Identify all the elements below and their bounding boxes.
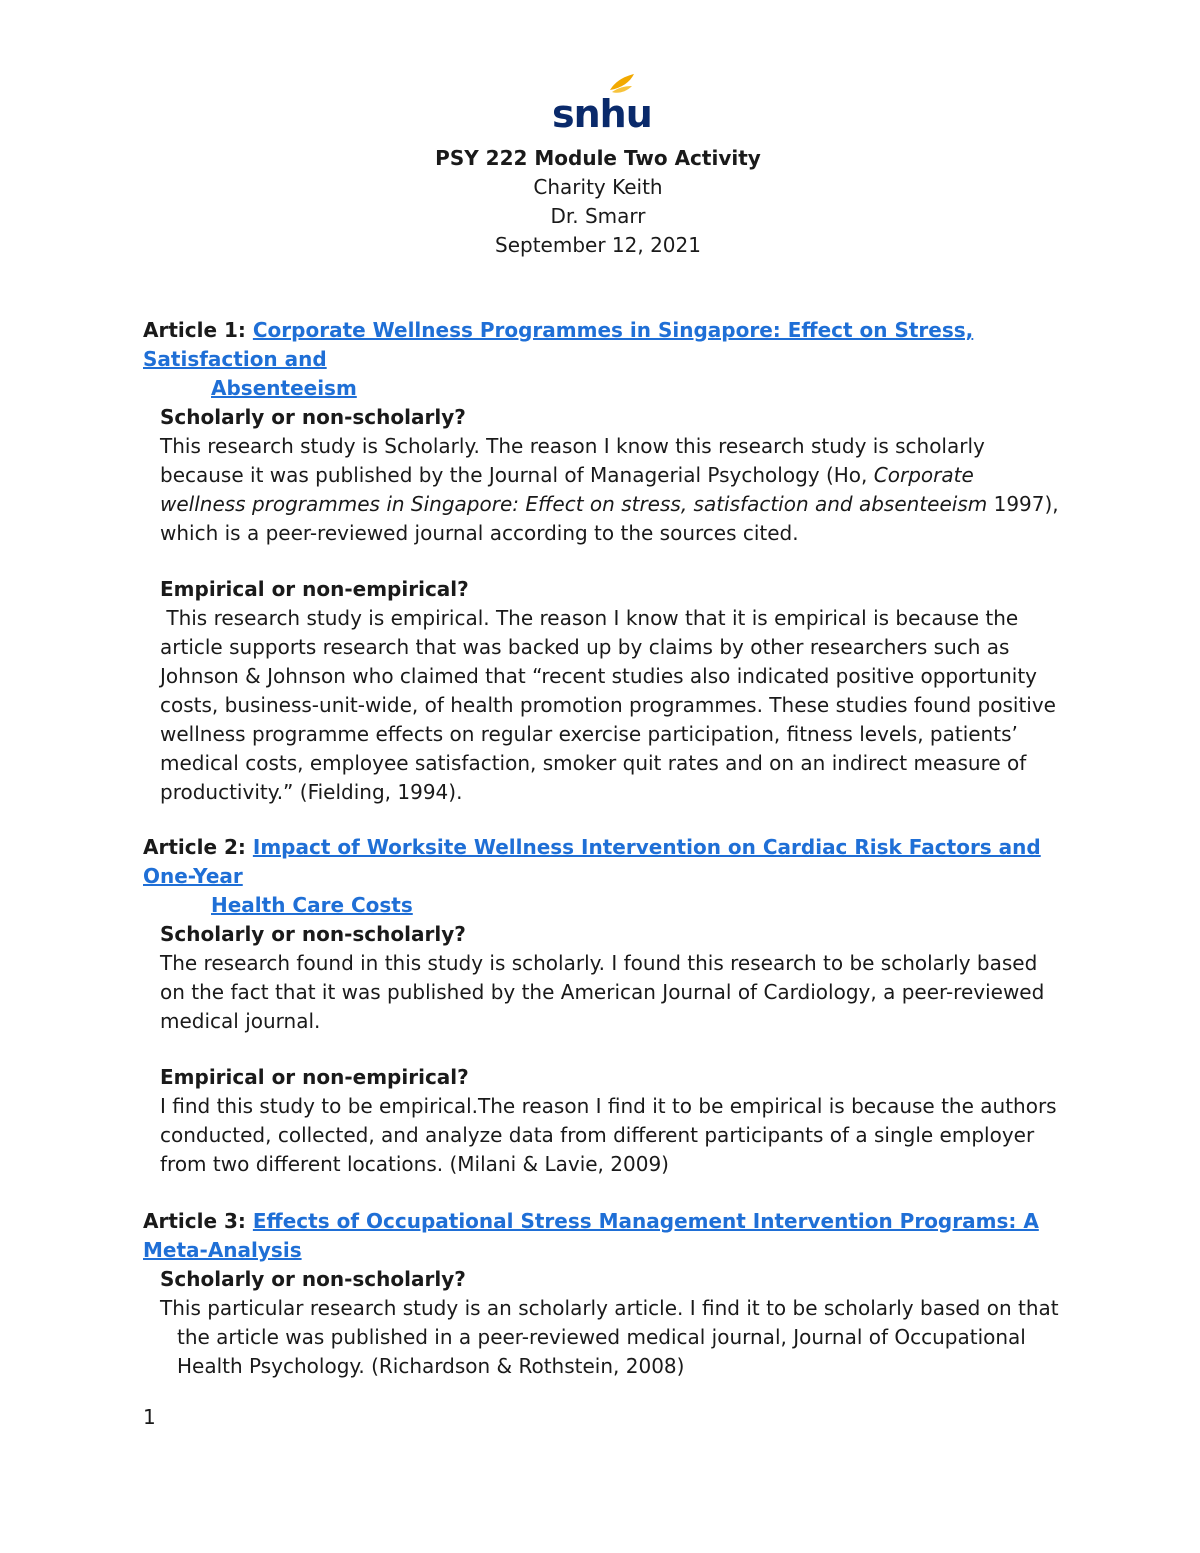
page-number: 1 [143,1405,156,1429]
article-1-heading [143,316,1043,403]
article-3-heading [143,1207,1103,1265]
article-1-link[interactable] [143,318,1043,403]
article-3-link-text: Effects of Occupational Stress Management Intervention Programs: A Meta-Analysis [143,1209,1039,1262]
article-2-scholarly-answer: The research found in this study is scholarly. I found this research to be scholarly based on the fact that it was published by the American Journal of Cardiology, a peer-reviewed medical journal. [160,951,1045,1033]
article-2-scholarly-question: Scholarly or non-scholarly? [160,922,466,946]
article-1-scholarly-question: Scholarly or non-scholarly? [160,405,466,429]
article-3-label: Article 3: [143,1209,253,1233]
article-2-link-line2: Health Care Costs [211,893,413,917]
document-date: September 12, 2021 [495,233,701,257]
article-2-link-line1: Impact of Worksite Wellness Intervention on Cardiac Risk Factors and One-Year [143,835,1041,888]
article-1-link-line2: Absenteeism [211,376,357,400]
article-2-label: Article 2: [143,835,253,859]
article-1-link-line1: Corporate Wellness Programmes in Singapore: Effect on Stress, Satisfaction and [143,318,974,371]
document-title: PSY 222 Module Two Activity [435,146,761,170]
article-1-scholarly-answer-post: 1997), which is a peer-reviewed journal according to the sources cited. [160,492,1059,545]
article-3-scholarly-answer: This particular research study is an scholarly article. I find it to be scholarly based on that the article was published in a peer-reviewed medical journal, Journal of Occupational Health Psychology. (Richardson & Rothstein, 2008) [160,1296,1059,1378]
article-1-scholarly-section [160,403,1060,548]
article-2-scholarly-section [160,920,1060,1036]
article-2-link[interactable] [143,835,1043,920]
article-1-scholarly-answer-title: Corporate wellness programmes in Singapore: Effect on stress, satisfaction and absenteeism [160,463,988,516]
instructor-name: Dr. Smarr [550,204,646,228]
article-1-empirical-section [160,575,1063,807]
article-1-label: Article 1: [143,318,253,342]
author-name: Charity Keith [533,175,663,199]
snhu-logo [548,72,652,136]
article-1-empirical-question: Empirical or non-empirical? [160,577,469,601]
article-3-scholarly-question: Scholarly or non-scholarly? [160,1267,466,1291]
logo-text: snhu [552,92,652,136]
article-1-scholarly-answer-pre: This research study is Scholarly. The reason I know this research study is scholarly because it was published by the Journal of Managerial Psychology (Ho, [160,434,985,487]
article-1-empirical-answer: This research study is empirical. The reason I know that it is empirical is because the article supports research that was backed up by claims by other researchers such as Johnson & Johnson who claimed that “recent studies also indicated positive opportunity costs, business-unit-wide, of health promotion programmes. These studies found positive wellness programme effects on regular exercise participation, fitness levels, patients’ medical costs, employee satisfaction, smoker quit rates and on an indirect measure of productivity.” (Fielding, 1994). [160,606,1063,804]
article-2-heading [143,833,1043,920]
document-header [0,144,1196,260]
article-2-empirical-question: Empirical or non-empirical? [160,1065,469,1089]
article-3-scholarly-section [160,1265,1060,1381]
article-1-scholarly-answer [160,432,1060,548]
article-2-empirical-answer: I find this study to be empirical.The reason I find it to be empirical is because the authors conducted, collected, and analyze data from different participants of a single employer from two different locations. (Milani & Lavie, 2009) [160,1094,1057,1176]
article-3-link[interactable] [143,1209,1039,1262]
article-2-empirical-section [160,1063,1060,1179]
